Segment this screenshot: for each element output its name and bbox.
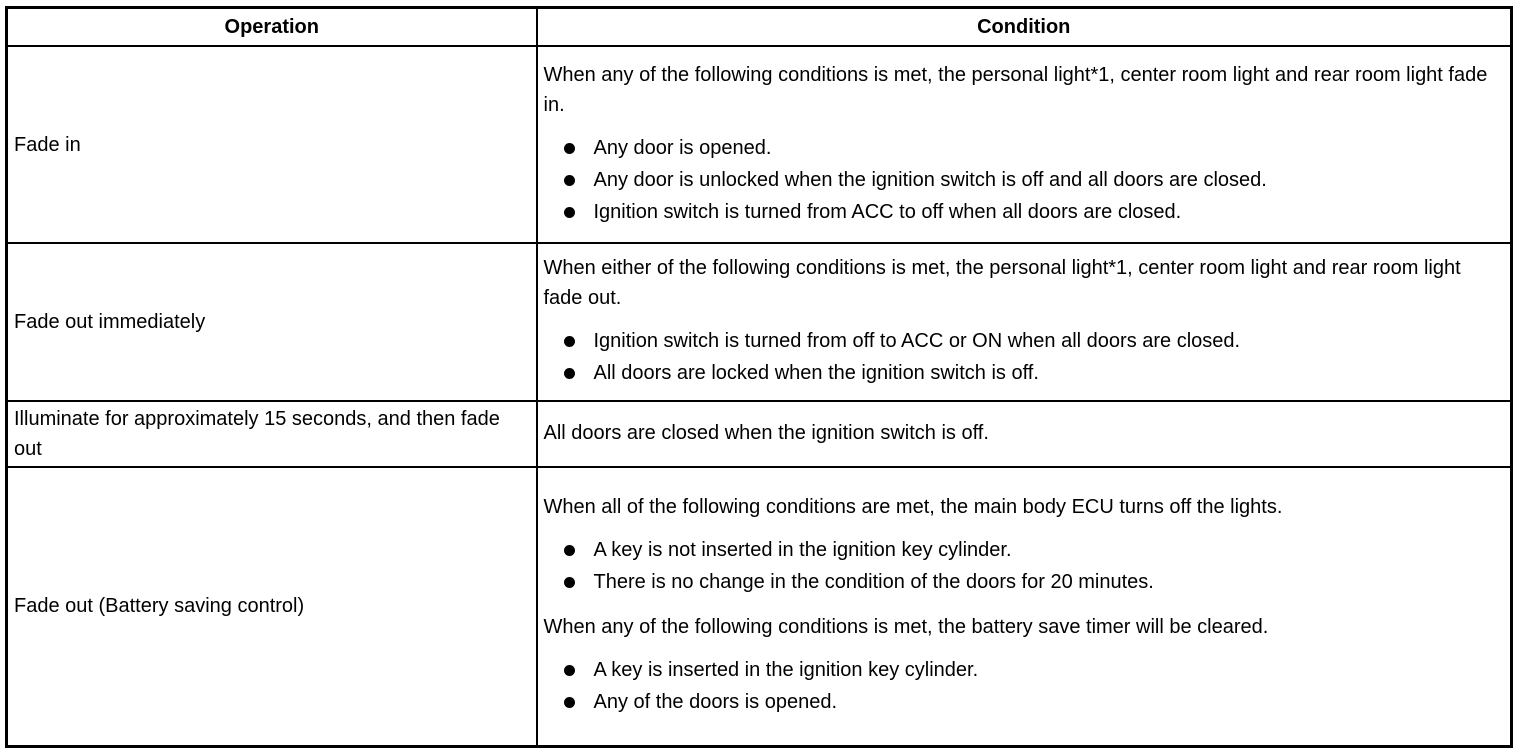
list-item: Ignition switch is turned from ACC to off when all doors are closed. <box>594 196 1505 228</box>
condition-list <box>544 534 1505 598</box>
condition-intro: When any of the following conditions is met, the personal light*1, center room light and rear room light fade in. <box>543 63 1488 116</box>
operation-condition-table <box>5 6 1513 748</box>
condition-cell <box>537 467 1512 746</box>
list-item: Any door is opened. <box>594 132 1505 164</box>
condition-intro: When either of the following conditions is met, the personal light*1, center room light and rear room light fade out. <box>543 257 1461 309</box>
condition-list <box>544 325 1505 389</box>
condition-list <box>544 654 1505 718</box>
list-item: A key is inserted in the ignition key cylinder. <box>594 654 1505 686</box>
list-item: Any door is unlocked when the ignition switch is off and all doors are closed. <box>594 164 1505 196</box>
condition-cell <box>537 243 1512 401</box>
table-row <box>7 46 1512 243</box>
condition-intro: When all of the following conditions are met, the main body ECU turns off the lights. <box>543 496 1283 519</box>
header-operation: Operation <box>7 8 537 47</box>
header-condition: Condition <box>537 8 1512 47</box>
table-row <box>7 467 1512 746</box>
condition-intro: All doors are closed when the ignition switch is off. <box>543 422 989 444</box>
condition-cell <box>537 46 1512 243</box>
list-item: All doors are locked when the ignition switch is off. <box>594 357 1505 389</box>
list-item: A key is not inserted in the ignition key cylinder. <box>594 534 1505 566</box>
condition-intro: When any of the following conditions is met, the battery save timer will be cleared. <box>543 616 1269 639</box>
table-row <box>7 243 1512 401</box>
list-item: Any of the doors is opened. <box>594 686 1505 718</box>
condition-cell <box>537 401 1512 467</box>
list-item: Ignition switch is turned from off to ACC or ON when all doors are closed. <box>594 325 1505 357</box>
header-row <box>7 8 1512 47</box>
table-row <box>7 401 1512 467</box>
operation-cell: Fade out (Battery saving control) <box>7 467 537 746</box>
operation-cell: Fade out immediately <box>7 243 537 401</box>
list-item: There is no change in the condition of the doors for 20 minutes. <box>594 566 1505 598</box>
operation-cell: Fade in <box>7 46 537 243</box>
operation-cell: Illuminate for approximately 15 seconds, and then fade out <box>7 401 537 467</box>
condition-list <box>544 132 1505 228</box>
